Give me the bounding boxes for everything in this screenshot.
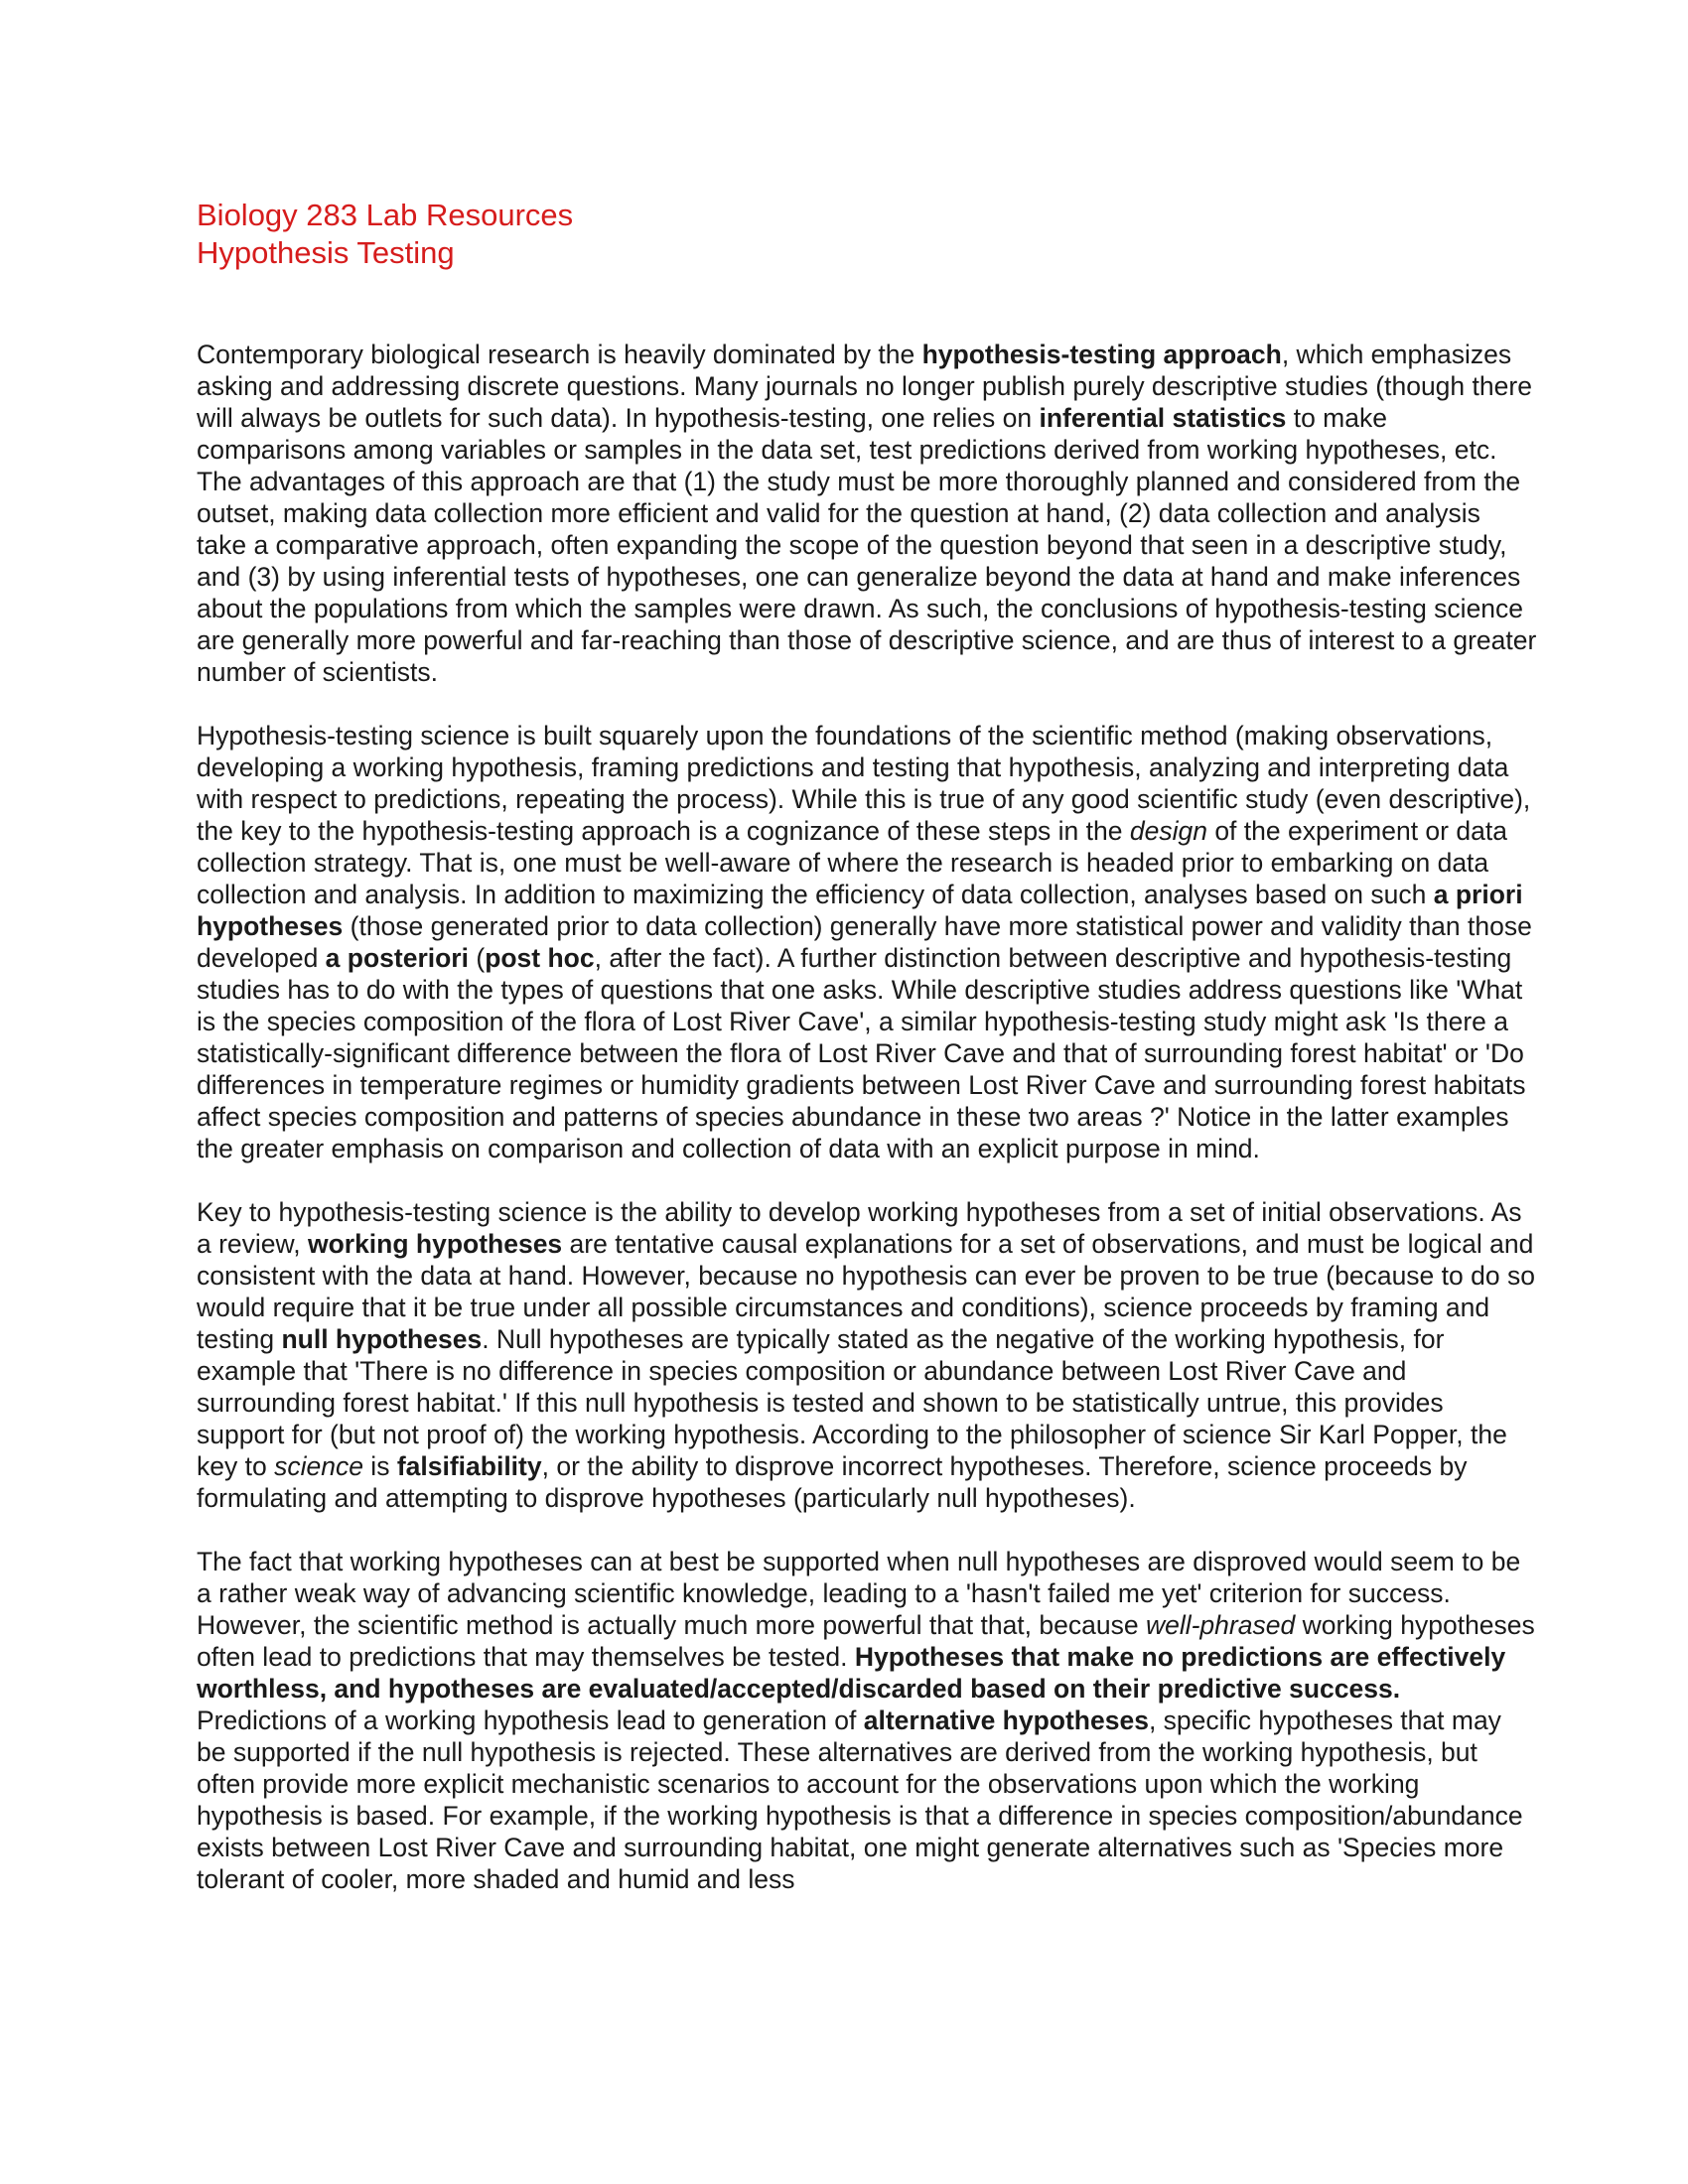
document-page xyxy=(197,197,1537,1927)
bold-term: alternative hypotheses xyxy=(863,1706,1149,1735)
text-run: The fact that working hypotheses can at best be supported when null hypotheses are disproved would seem to be a rather weak way of advancing scientific knowledge, leading to a 'hasn't failed me yet' criterion for success. However, the scientific method is actually much more powerful that that, because xyxy=(197,1547,1521,1640)
text-run: Hypothesis-testing science is built squarely upon the foundations of the scientific method (making observations, developing a working hypothesis, framing predictions and testing that hypothesis, analyzing and interpreting data with respect to predictions, repeating the process). While this is true of any good scientific study (even descriptive), the key to the hypothesis-testing approach is a cognizance of these steps in the xyxy=(197,721,1531,846)
bold-term: a priori hypotheses xyxy=(197,880,1523,941)
paragraph-1 xyxy=(197,339,1537,688)
paragraph-3 xyxy=(197,1196,1537,1514)
bold-term: inferential statistics xyxy=(1039,403,1287,433)
paragraph-2 xyxy=(197,720,1537,1164)
bold-term: falsifiability xyxy=(396,1451,542,1481)
italic-term: well-phrased xyxy=(1145,1610,1296,1640)
text-run: is xyxy=(362,1451,397,1481)
text-run: to make comparisons among variables or samples in the data set, test predictions derived from working hypotheses, etc. The advantages of this approach are that (1) the study must be more thoroughly planned and considered from the outset, making data collection more efficient and valid for the question at hand, (2) data collection and analysis take a comparative approach, often expanding the scope of the question beyond that seen in a descriptive study, and (3) by using inferential tests of hypotheses, one can generalize beyond the data at hand and make inferences about the populations from which the samples were drawn. As such, the conclusions of hypothesis-testing science are generally more powerful and far-reaching than those of descriptive science, and are thus of interest to a greater number of scientists. xyxy=(197,403,1537,687)
topic-title: Hypothesis Testing xyxy=(197,235,455,270)
text-run: ( xyxy=(469,943,486,973)
text-run: , specific hypotheses that may be supported if the null hypothesis is rejected. These alternatives are derived from the working hypothesis, but often provide more explicit mechanistic scenarios to account for the observations upon which the working hypothesis is based. For example, if the working hypothesis is that a difference in species composition/abundance exists between Lost River Cave and surrounding habitat, one might generate alternatives such as 'Species more tolerant of cooler, more shaded and humid and less xyxy=(197,1706,1523,1894)
text-run: , after the fact). A further distinction between descriptive and hypothesis-testing studies has to do with the types of questions that one asks. While descriptive studies address questions like 'What is the species composition of the flora of Lost River Cave', a similar hypothesis-testing study might ask 'Is there a statistically-significant difference between the flora of Lost River Cave and that of surrounding forest habitat' or 'Do differences in temperature regimes or humidity gradients between Lost River Cave and surrounding forest habitats affect species composition and patterns of species abundance in these two areas ?' Notice in the latter examples the greater emphasis on comparison and collection of data with an explicit purpose in mind. xyxy=(197,943,1526,1163)
bold-term: working hypotheses xyxy=(307,1229,563,1259)
text-run: . Null hypotheses are typically stated as the negative of the working hypothesis, for example that 'There is no difference in species composition or abundance between Lost River Cave and surrounding forest habitat.' If this null hypothesis is tested and shown to be statistically untrue, this provides support for (but not proof of) the working hypothesis. According to the philosopher of science Sir Karl Popper, the key to xyxy=(197,1324,1507,1481)
document-body xyxy=(197,339,1537,1895)
bold-term: null hypotheses xyxy=(281,1324,483,1354)
text-run: are tentative causal explanations for a set of observations, and must be logical and consistent with the data at hand. However, because no hypothesis can ever be proven to be true (because to do so would require that it be true under all possible circumstances and conditions), science proceeds by framing and testing xyxy=(197,1229,1535,1354)
bold-term: post hoc xyxy=(485,943,595,973)
text-run: Contemporary biological research is heavily dominated by the xyxy=(197,340,922,369)
text-run: working hypotheses often lead to predictions that may themselves be tested. xyxy=(197,1610,1535,1672)
text-run: of the experiment or data collection strategy. That is, one must be well-aware of where the research is headed prior to embarking on data collection and analysis. In addition to maximizing the efficiency of data collection, analyses based on such xyxy=(197,816,1507,909)
paragraph-4 xyxy=(197,1546,1537,1895)
text-run: Predictions of a working hypothesis lead to generation of xyxy=(197,1706,864,1735)
text-run: (those generated prior to data collection) generally have more statistical power and validity than those developed xyxy=(197,911,1532,973)
bold-term: a posteriori xyxy=(325,943,469,973)
text-run: , or the ability to disprove incorrect hypotheses. Therefore, science proceeds by formulating and attempting to disprove hypotheses (particularly null hypotheses). xyxy=(197,1451,1468,1513)
italic-term: design xyxy=(1129,816,1207,846)
bold-term: hypothesis-testing approach xyxy=(921,340,1282,369)
text-run: Key to hypothesis-testing science is the ability to develop working hypotheses from a set of initial observations. As a review, xyxy=(197,1197,1522,1259)
italic-term: science xyxy=(274,1451,363,1481)
course-title: Biology 283 Lab Resources xyxy=(197,198,574,232)
bold-term: Hypotheses that make no predictions are effectively worthless, and hypotheses are evaluated/accepted/discarded based on their predictive success. xyxy=(197,1642,1506,1704)
text-run: , which emphasizes asking and addressing discrete questions. Many journals no longer publish purely descriptive studies (though there will always be outlets for such data). In hypothesis-testing, one relies on xyxy=(197,340,1532,433)
